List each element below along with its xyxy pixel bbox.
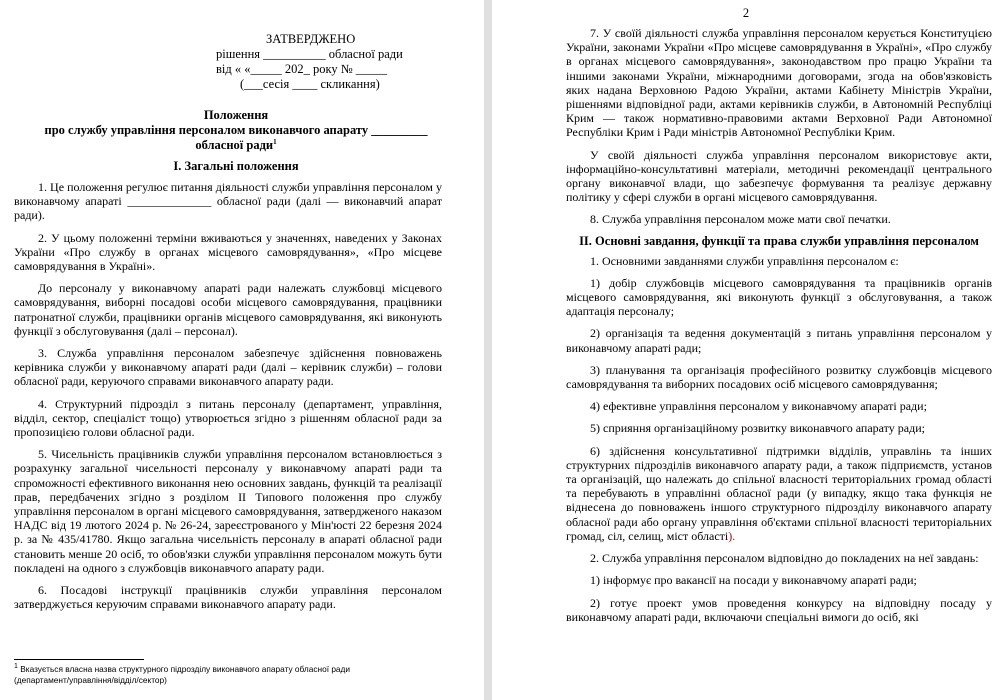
footnote-line-2: (департамент/управління/відділ/сектор) xyxy=(14,675,167,685)
page-gutter xyxy=(484,0,492,700)
paragraph: 2. У цьому положенні терміни вживаються у значеннях, наведених у Законах України «Про службу в органах місцевого самоврядування», «Про місцеве самоврядування в Україні». xyxy=(14,230,442,274)
paragraph: 8. Служба управління персоналом може мати свої печатки. xyxy=(590,212,891,227)
item-6-text: 6) здійснення консультативної підтримки відділів, управлінь та інших структурних підрозділів виконавчого апарату ради, а також підприємств, установ та організацій, що належать до спільної власності територіальних громад області та перебувають в управлінні обласної ради (у випадку, якщо така функція не віднесена до повноважень іншого структурного підрозділу виконавчого апарату обласної ради або органу управління об'єктами спільної власності територіальних громад, сіл, селищ, міст області xyxy=(566,443,992,543)
footnote-text xyxy=(14,664,374,675)
footnote-rule xyxy=(14,659,144,660)
footnote-line-1: Вказується власна назва структурного підрозділу виконавчого апарату обласної ради xyxy=(20,664,351,674)
title-line-3 xyxy=(30,138,442,153)
footnote-reference: 1 xyxy=(273,137,277,146)
footnote xyxy=(14,659,374,686)
approval-line-1: рішення __________ обласної ради xyxy=(216,47,403,61)
section-2-heading: ІІ. Основні завдання, функції та права служби управління персоналом xyxy=(579,233,979,248)
section-1-heading: І. Загальні положення xyxy=(173,159,299,173)
paragraph: 1. Основними завданнями служби управління персоналом є: xyxy=(590,253,899,268)
paragraph: 6. Посадові інструкції працівників служби управління персоналом затверджується керуючим справами виконавчого апарату ради. xyxy=(14,583,442,612)
paragraph-item-6 xyxy=(566,444,992,543)
footnote-mark: 1 xyxy=(14,663,18,671)
approval-line-3: (___сесія ____ скликання) xyxy=(240,77,380,91)
paragraph: 1) інформує про вакансії на посади у виконавчому апараті ради; xyxy=(590,573,917,588)
title-line-1: Положення xyxy=(203,108,269,122)
paragraph: У своїй діяльності служба управління персоналом використовує акти, інформаційно-консультативні матеріали, методичні рекомендації центрального органу виконавчої влади, що забезпечує формування та реалізує державну політику у сфері служби в органі місцевого самоврядування. xyxy=(566,147,992,205)
document-title xyxy=(30,108,442,153)
paragraph: 4) ефективне управління персоналом у виконавчому апараті ради; xyxy=(590,399,927,414)
paragraph: 2) організація та ведення документацій з питань управління персоналом у виконавчому апараті ради; xyxy=(566,326,992,355)
title-line-3-text: обласної ради xyxy=(195,138,274,152)
paragraph: 5) сприяння організаційному розвитку виконавчого апарату ради; xyxy=(590,421,925,436)
item-6-ending: ). xyxy=(728,528,736,543)
document-page-1 xyxy=(0,0,484,700)
paragraph: 5. Чисельність працівників служби управління персоналом встановлюється з розрахунку загальної чисельності персоналу у виконавчому апараті ради та спроможності ефективного виконання нею основних завдань, функцій та реалізації прав, передбачених згідно з розділом ІІ Типового положення про службу управління персоналом в органі місцевого самоврядування, затвердженого наказом НАДС від 19 лютого 2024 р. № 26-24, зареєстрованого у Мін'юсті 22 березня 2024 р. за № 435/41780. Якщо загальна чисельність персоналу в апараті обласної ради становить менше 20 осіб, то обов'язки служби управління персоналом можуть бути покладені на одного з службовців виконавчого апарату ради. xyxy=(14,447,442,575)
title-line-2: про службу управління персоналом виконавчого апарату _________ xyxy=(44,123,428,137)
paragraph: 1) добір службовців місцевого самоврядування та працівників органів місцевого самоврядування, які виконують функції з обслуговування, а також адаптація персоналу; xyxy=(566,275,992,319)
paragraph: До персоналу у виконавчому апараті ради належать службовці місцевого самоврядування, виборні посадові особи місцевого самоврядування, працівники патронатної служби, працівники органів місцевого самоврядування, які виконують функції з обслуговування (далі – персонал). xyxy=(14,281,442,338)
page-1-body xyxy=(14,180,442,611)
page-2-body-top xyxy=(566,26,992,227)
paragraph: 2) готує проект умов проведення конкурсу на відповідну посаду у виконавчому апараті ради, включаючи спеціальні вимоги до осіб, які xyxy=(566,595,992,624)
paragraph: 3) планування та організація професійного розвитку службовців місцевого самоврядування та виборних посадових осіб місцевого самоврядування; xyxy=(566,362,992,392)
paragraph: 3. Служба управління персоналом забезпечує здійснення повноважень керівника служби у виконавчому апараті ради (далі – керівник служби) – голови обласної ради, керуючого справами виконавчого апарату ради. xyxy=(14,346,442,389)
approval-title: ЗАТВЕРДЖЕНО xyxy=(266,32,356,46)
paragraph: 2. Служба управління персоналом відповідно до покладених на неї завдань: xyxy=(590,551,979,566)
paragraph: 7. У своїй діяльності служба управління персоналом керується Конституцією України, законами України «Про місцеве самоврядування в Україні», «Про службу в органах місцевого самоврядування», законодавством про працю України та іншими законами України, міжнародними договорами, згода на обов'язковість яких надана Верховною Радою України, актами Кабінету Міністрів України, рішеннями відповідної ради, актами керівників служби, в Автономній Республіці Крим — також нормативно-правовими актами Верховної Ради Автономної Республіки Крим і Ради міністрів Автономної Республіки Крим. xyxy=(566,26,992,140)
page-number: 2 xyxy=(742,6,750,20)
approval-block xyxy=(214,32,442,92)
page-2-body-bottom xyxy=(566,551,992,624)
approval-line-2: від « «_____ 202_ року № _____ xyxy=(216,62,388,76)
page-2-body-middle xyxy=(566,254,992,436)
paragraph: 4. Структурний підрозділ з питань персоналу (департамент, управління, відділ, сектор, спеціаліст тощо) утворюється згідно з рішенням обласної ради за пропозицією голови обласної ради. xyxy=(14,396,442,440)
document-page-2 xyxy=(492,0,1000,700)
paragraph: 1. Це положення регулює питання діяльності служби управління персоналом у виконавчому апараті ______________ обласної ради (далі — виконавчий апарат ради). xyxy=(14,180,442,223)
